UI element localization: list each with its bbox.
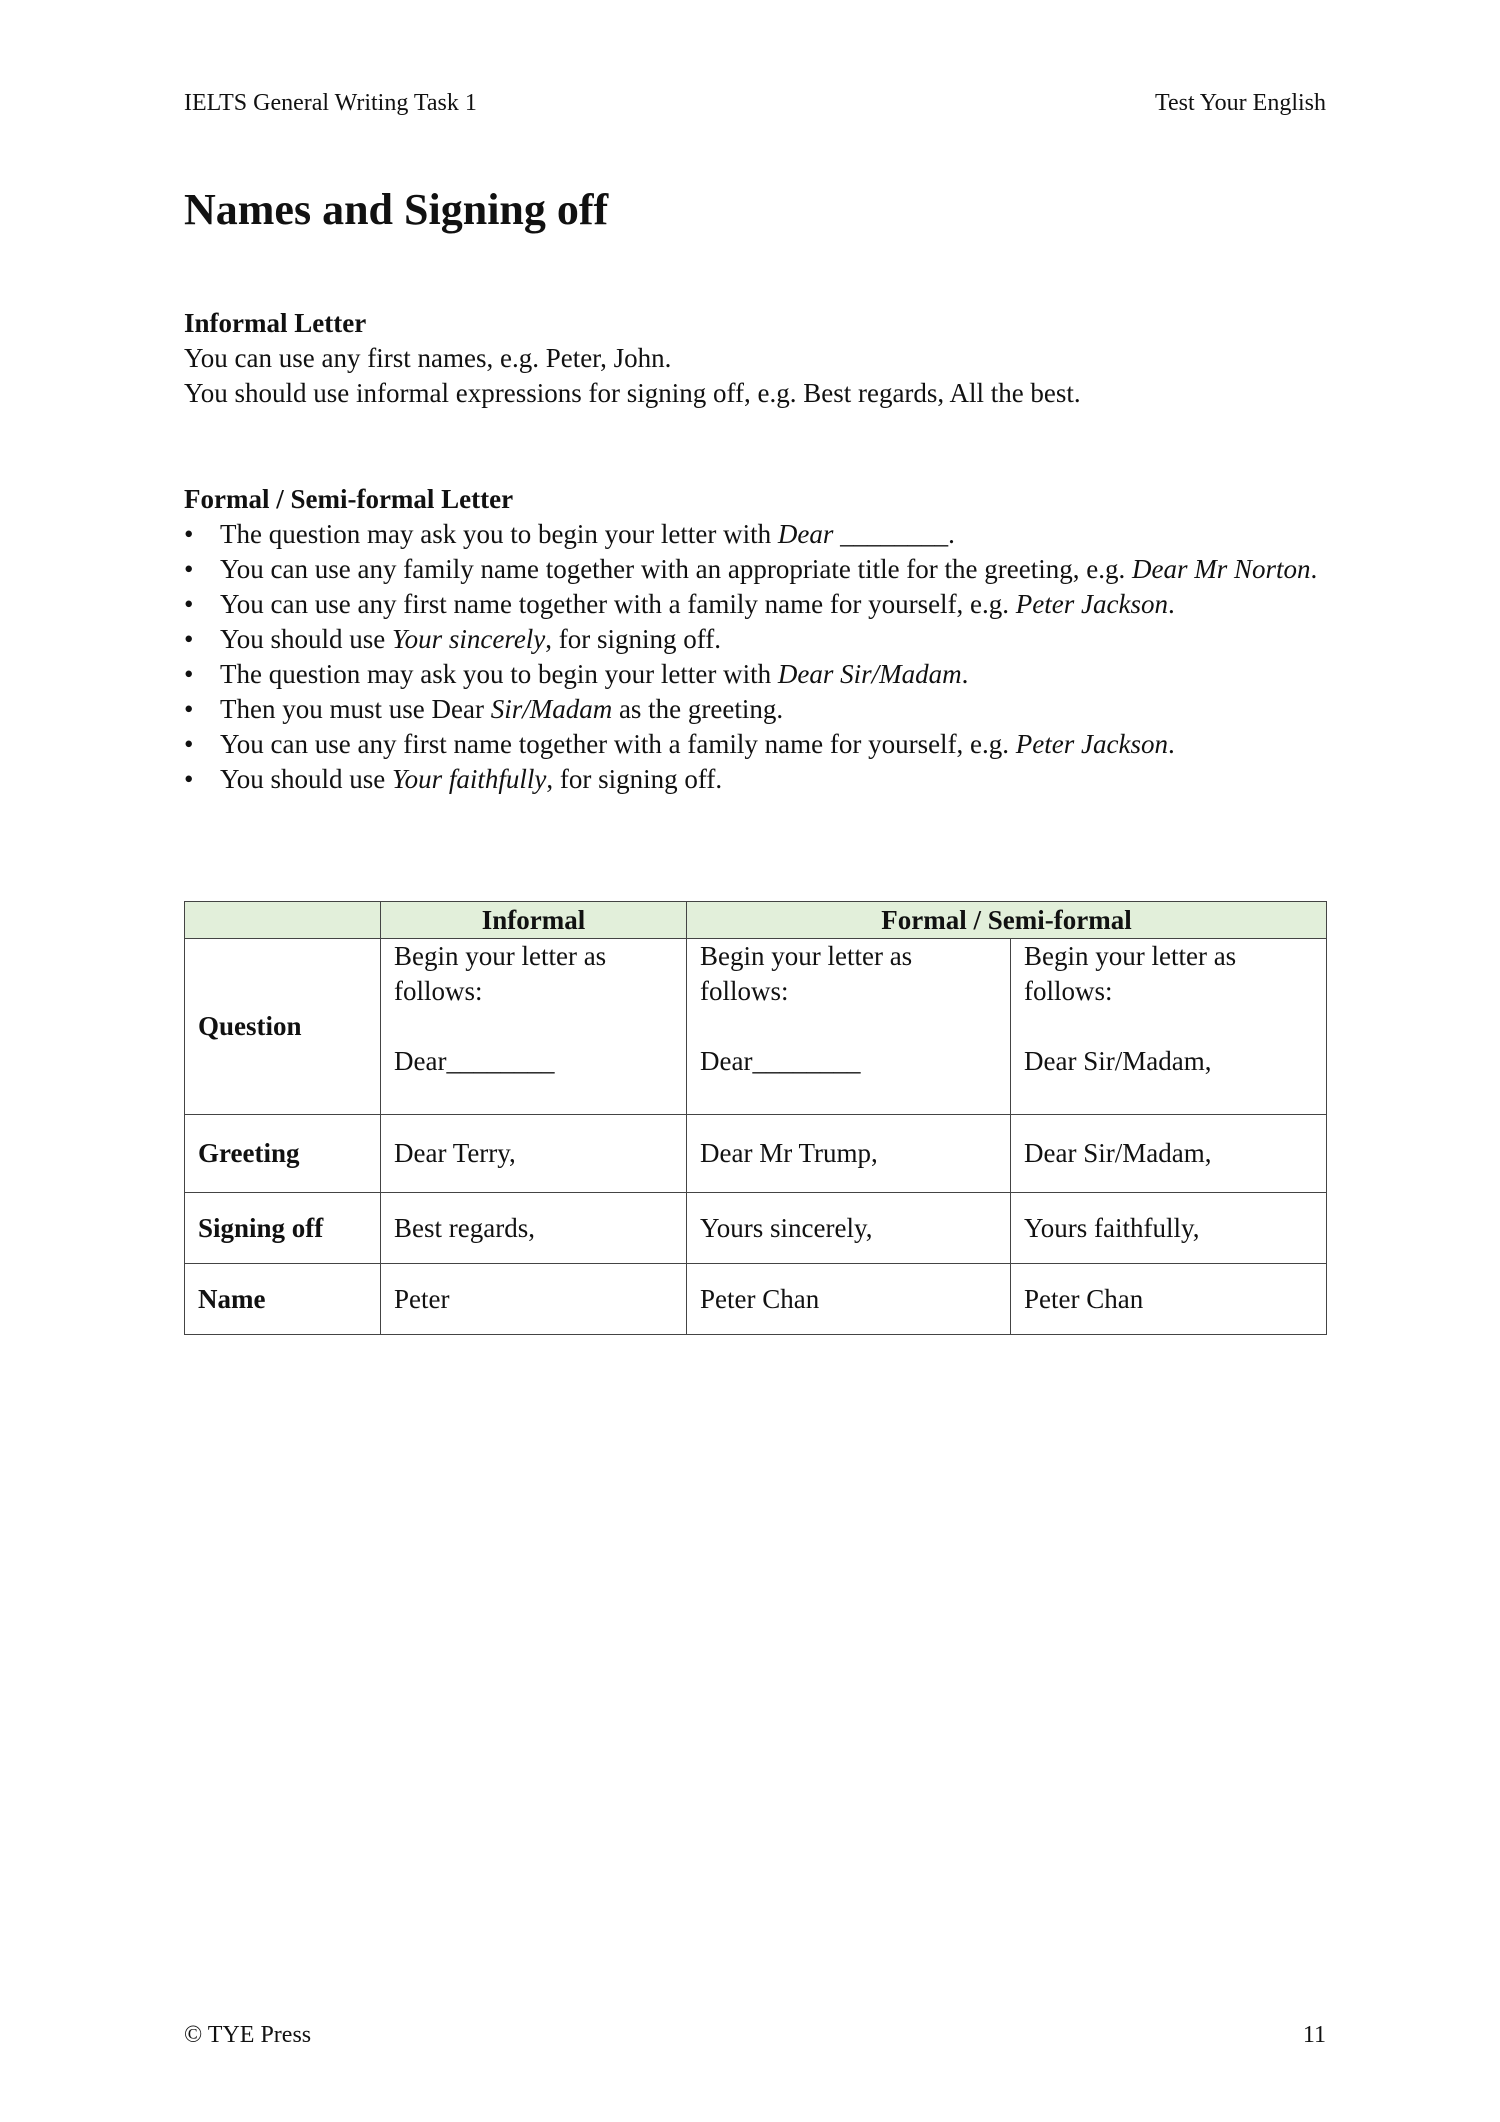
table-header-row bbox=[185, 902, 1327, 939]
bullet-text: Dear bbox=[777, 519, 834, 549]
page-number: 11 bbox=[1302, 2022, 1326, 2048]
cell-text: Dear________ bbox=[394, 1046, 555, 1076]
bullet-item bbox=[184, 622, 1330, 657]
bullet-text: Dear Mr Norton bbox=[1131, 554, 1311, 584]
comparison-table bbox=[184, 901, 1327, 1335]
footer-copyright: © TYE Press bbox=[184, 2022, 312, 2048]
informal-section bbox=[184, 306, 1081, 411]
table-cell: Best regards, bbox=[381, 1193, 687, 1264]
bullet-item bbox=[184, 657, 1330, 692]
bullet-text: Your faithfully bbox=[392, 764, 547, 794]
bullet-text: Sir/Madam bbox=[490, 694, 613, 724]
page-title: Names and Signing off bbox=[184, 185, 609, 234]
table-cell: Peter Chan bbox=[687, 1264, 1011, 1335]
table-header-formal: Formal / Semi-formal bbox=[687, 902, 1327, 939]
bullet-text: The question may ask you to begin your letter with bbox=[220, 659, 778, 689]
bullet-text: The question may ask you to begin your letter with bbox=[220, 519, 778, 549]
bullet-text: Dear Sir/Madam bbox=[777, 659, 962, 689]
bullet-text: Peter Jackson bbox=[1015, 589, 1168, 619]
table-cell bbox=[381, 939, 687, 1115]
bullet-text: Peter Jackson bbox=[1015, 729, 1168, 759]
bullet-item bbox=[184, 727, 1330, 762]
table-row-name bbox=[185, 1264, 1327, 1335]
bullet-text: , for signing off. bbox=[546, 764, 723, 794]
cell-text: Begin your letter as follows: bbox=[700, 941, 913, 1006]
table-header-cell bbox=[185, 902, 381, 939]
formal-heading: Formal / Semi-formal Letter bbox=[184, 484, 514, 514]
row-label: Signing off bbox=[185, 1193, 381, 1264]
table-row-greeting bbox=[185, 1115, 1327, 1193]
table-row-question bbox=[185, 939, 1327, 1115]
table-cell: Yours faithfully, bbox=[1011, 1193, 1327, 1264]
bullet-item bbox=[184, 762, 1330, 797]
header-left: IELTS General Writing Task 1 bbox=[184, 90, 477, 116]
informal-line: You can use any first names, e.g. Peter, John. bbox=[184, 343, 672, 373]
bullet-text: . bbox=[1167, 589, 1175, 619]
informal-line: You should use informal expressions for signing off, e.g. Best regards, All the best. bbox=[184, 378, 1081, 408]
table-cell bbox=[1011, 939, 1327, 1115]
bullet-text: as the greeting. bbox=[612, 694, 784, 724]
informal-heading: Informal Letter bbox=[184, 308, 367, 338]
table-cell bbox=[687, 939, 1011, 1115]
row-label: Question bbox=[185, 939, 381, 1115]
bullet-item bbox=[184, 587, 1330, 622]
bullet-text: . bbox=[1310, 554, 1318, 584]
bullet-text: . bbox=[961, 659, 969, 689]
table-cell: Peter Chan bbox=[1011, 1264, 1327, 1335]
header-right: Test Your English bbox=[1154, 90, 1326, 116]
table-cell: Yours sincerely, bbox=[687, 1193, 1011, 1264]
bullet-text: . bbox=[1167, 729, 1175, 759]
table-cell: Peter bbox=[381, 1264, 687, 1335]
table-cell: Dear Terry, bbox=[381, 1115, 687, 1193]
bullet-item bbox=[184, 517, 1330, 552]
table-row-signing-off bbox=[185, 1193, 1327, 1264]
bullet-text: You should use bbox=[220, 764, 393, 794]
cell-text: Begin your letter as follows: bbox=[394, 941, 607, 1006]
table-cell: Dear Sir/Madam, bbox=[1011, 1115, 1327, 1193]
bullet-text: Then you must use Dear bbox=[220, 694, 491, 724]
cell-text: Dear Sir/Madam, bbox=[1024, 1046, 1212, 1076]
cell-text: Dear________ bbox=[700, 1046, 861, 1076]
table-header-informal: Informal bbox=[381, 902, 687, 939]
table-cell: Dear Mr Trump, bbox=[687, 1115, 1011, 1193]
row-label: Name bbox=[185, 1264, 381, 1335]
row-label: Greeting bbox=[185, 1115, 381, 1193]
formal-bullet-list bbox=[184, 517, 1330, 797]
bullet-text: You can use any first name together with a family name for yourself, e.g. bbox=[220, 729, 1016, 759]
bullet-text: , for signing off. bbox=[545, 624, 722, 654]
bullet-text: ________. bbox=[833, 519, 955, 549]
bullet-item bbox=[184, 552, 1330, 587]
formal-section bbox=[184, 482, 1330, 797]
cell-text: Begin your letter as follows: bbox=[1024, 941, 1237, 1006]
bullet-text: You should use bbox=[220, 624, 393, 654]
bullet-text: Your sincerely bbox=[392, 624, 546, 654]
bullet-item bbox=[184, 692, 1330, 727]
bullet-text: You can use any first name together with a family name for yourself, e.g. bbox=[220, 589, 1016, 619]
bullet-text: You can use any family name together with an appropriate title for the greeting, e.g. bbox=[220, 554, 1132, 584]
